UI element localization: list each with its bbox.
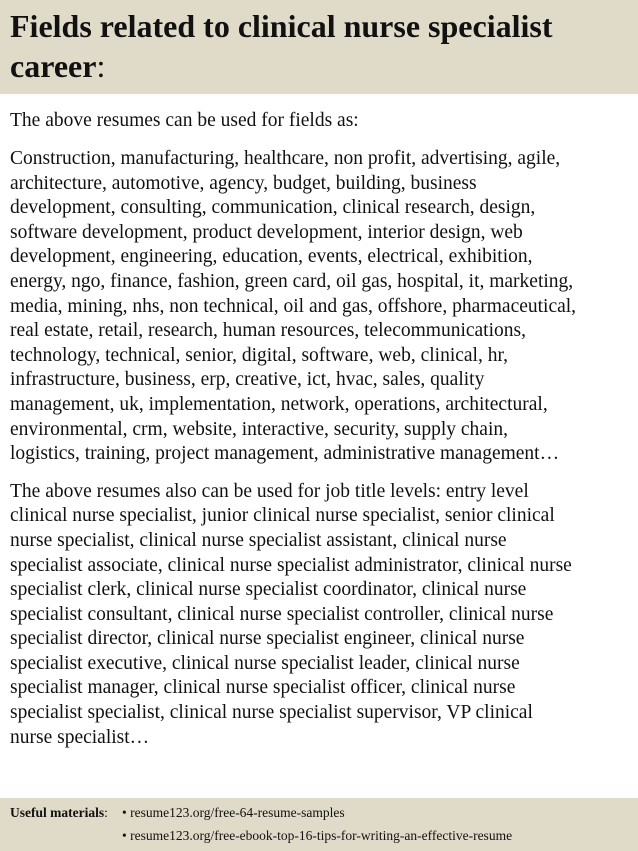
fields-line: infrastructure, business, erp, creative, ict, hvac, sales, quality	[10, 369, 485, 391]
job-levels-line: specialist director, clinical nurse specialist engineer, clinical nurse	[10, 628, 525, 650]
useful-materials-label	[10, 804, 108, 821]
fields-line: development, engineering, education, events, electrical, exhibition,	[10, 246, 533, 268]
footer-band	[0, 798, 638, 851]
fields-line: management, uk, implementation, network, operations, architectural,	[10, 393, 548, 415]
fields-line: real estate, retail, research, human resources, telecommunications,	[10, 320, 526, 342]
page-title-text: Fields related to clinical nurse specialist career	[10, 8, 553, 84]
useful-materials-label-text: Useful materials	[10, 805, 105, 820]
header-band	[0, 0, 638, 94]
fields-line: development, consulting, communication, clinical research, design,	[10, 197, 536, 219]
fields-line: technology, technical, senior, digital, software, web, clinical, hr,	[10, 344, 509, 366]
useful-materials-colon: :	[104, 805, 108, 820]
fields-line: software development, product development, interior design, web	[10, 221, 523, 243]
page-title	[10, 6, 630, 86]
fields-line: media, mining, nhs, non technical, oil and gas, offshore, pharmaceutical,	[10, 295, 577, 317]
fields-line: Construction, manufacturing, healthcare, non profit, advertising, agile,	[10, 148, 561, 169]
resume-tips-ebook-link[interactable]: • resume123.org/free-ebook-top-16-tips-for-writing-an-effective-resume	[122, 828, 513, 843]
fields-intro: The above resumes can be used for fields as:	[10, 110, 359, 131]
main-content	[10, 109, 638, 750]
job-levels-line: specialist manager, clinical nurse specialist officer, clinical nurse	[10, 677, 516, 699]
job-levels-line: The above resumes also can be used for job title levels: entry level	[10, 480, 529, 502]
fields-paragraph	[10, 147, 638, 467]
resume-samples-link[interactable]: • resume123.org/free-64-resume-samples	[122, 805, 345, 820]
job-levels-line: nurse specialist…	[10, 726, 150, 748]
fields-line: environmental, crm, website, interactive, security, supply chain,	[10, 418, 508, 440]
fields-line: energy, ngo, finance, fashion, green card, oil gas, hospital, it, marketing,	[10, 270, 574, 292]
fields-line: architecture, automotive, agency, budget, building, business	[10, 172, 477, 194]
job-levels-paragraph	[10, 480, 638, 751]
page-title-colon: :	[96, 48, 106, 84]
job-levels-line: nurse specialist, clinical nurse specialist assistant, clinical nurse	[10, 529, 507, 551]
job-levels-line: specialist executive, clinical nurse specialist leader, clinical nurse	[10, 652, 520, 674]
job-levels-line: specialist specialist, clinical nurse specialist supervisor, VP clinical	[10, 702, 533, 724]
job-levels-line: clinical nurse specialist, junior clinical nurse specialist, senior clinical	[10, 505, 555, 527]
job-levels-line: specialist clerk, clinical nurse specialist coordinator, clinical nurse	[10, 579, 527, 601]
job-levels-line: specialist associate, clinical nurse specialist administrator, clinical nurse	[10, 554, 572, 576]
job-levels-line: specialist consultant, clinical nurse specialist controller, clinical nurse	[10, 603, 554, 625]
fields-line: logistics, training, project management, administrative management…	[10, 443, 560, 465]
